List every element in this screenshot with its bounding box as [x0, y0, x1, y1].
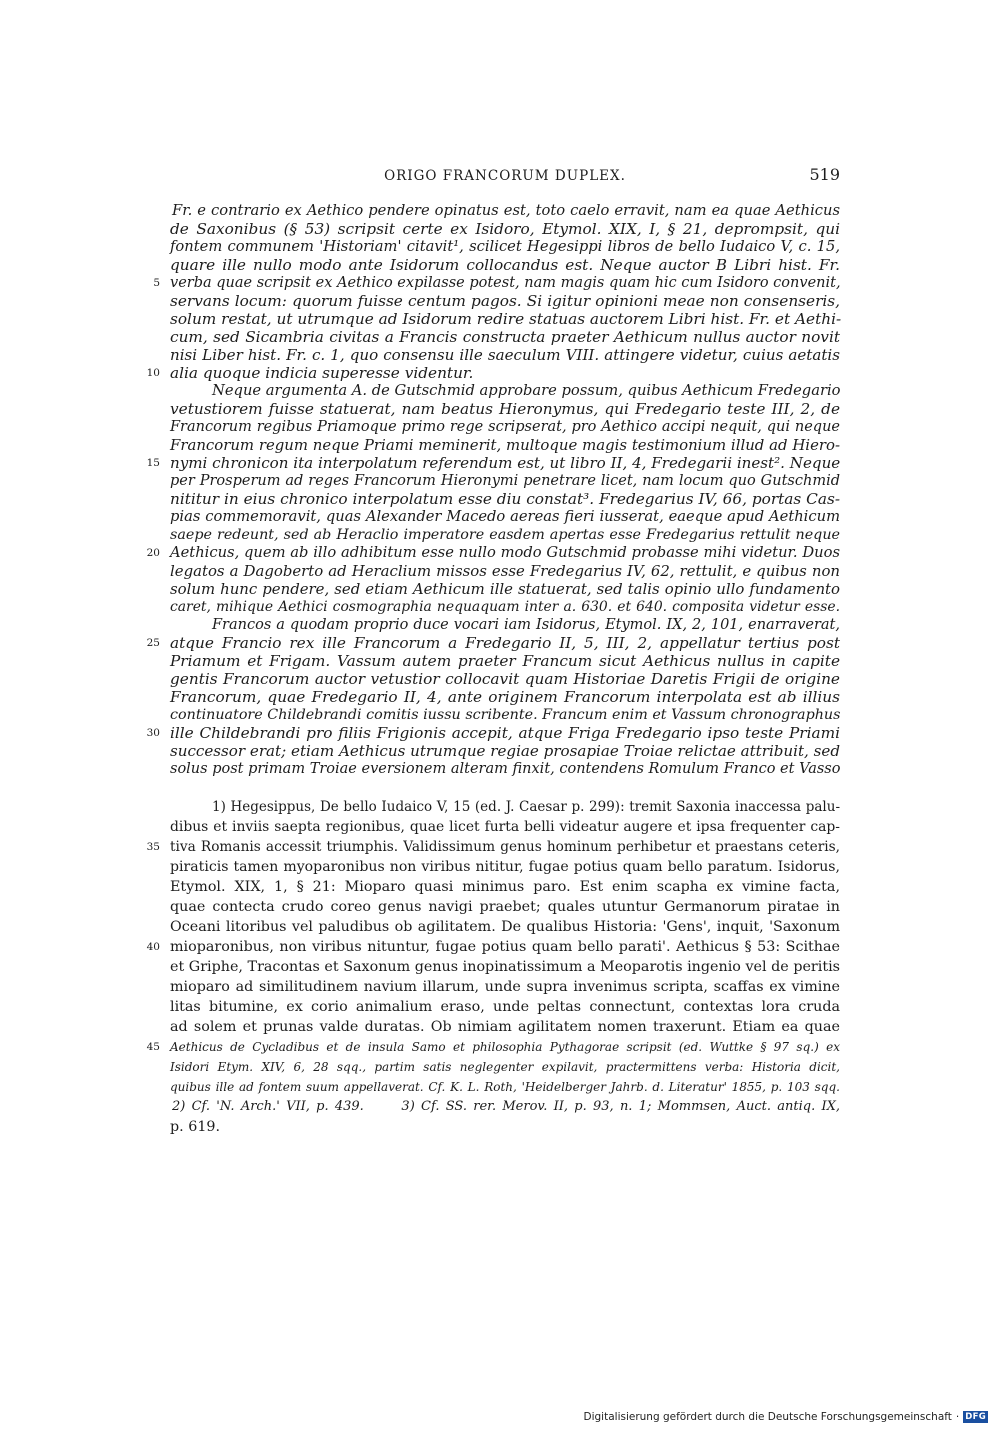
text-line: ille Childebrandi pro filiis Frigionis accepit, atque Friga Fredegario ipso teste Priami: [170, 724, 840, 742]
text-line: Fr. e contrario ex Aethico pendere opinatus est, toto caelo erravit, nam ea quae Aethicus: [172, 202, 840, 219]
dfg-logo: DFG: [965, 1412, 986, 1422]
footnote-line: 1) Hegesippus, De bello Iudaico V, 15 (ed. J. Caesar p. 299): tremit Saxonia inaccessa palu-: [212, 799, 840, 815]
text-line: gentis Francorum auctor vetustior collocavit quam Historiae Daretis Frigii de origine: [170, 670, 840, 688]
text-line: pias commemoravit, quas Alexander Macedo aereas fieri iusserat, eaeque apud Aethicum: [170, 508, 840, 525]
footnote-line: Oceani litoribus vel paludibus ob agilitatem. De qualibus Historia: 'Gens', inquit, 'Saxonum: [170, 919, 840, 935]
text-line: atque Francio rex ille Francorum a Fredegario II, 5, III, 2, appellatur tertius post: [170, 634, 840, 652]
text-line: legatos a Dagoberto ad Heraclium missos esse Fredegarius IV, 62, rettulit, e quibus non: [170, 562, 840, 580]
footnote-line: mioparonibus, non viribus nituntur, fugae potius quam bello parati'. Aethicus § 53: Scithae: [170, 939, 840, 955]
footnote-line: Isidori Etym. XIV, 6, 28 sqq., partim satis neglegenter expilavit, practermittens verba: Historia dicit,: [170, 1060, 840, 1074]
text-line: Francos a quodam proprio duce vocari iam Isidorus, Etymol. IX, 2, 101, enarraverat,: [212, 617, 840, 633]
text-line: solum restat, ut utrumque ad Isidorum redire statuas auctorem Libri hist. Fr. et Aethi-: [170, 310, 842, 328]
text-line: quare ille nullo modo ante Isidorum collocandus est. Neque auctor B Libri hist. Fr.: [170, 256, 840, 274]
footnote-line: p. 619.: [170, 1119, 221, 1135]
footnote-line: Etymol. XIX, 1, § 21: Mioparo quasi minimus paro. Est enim scapha ex vimine facta,: [170, 879, 840, 895]
text-line: per Prosperum ad reges Francorum Hieronymi penetrare licet, nam locum quo Gutschmid: [170, 473, 840, 489]
text-line: Francorum regum neque Priami meminerit, multoque magis testimonium illud ad Hiero-: [170, 436, 840, 454]
line-number: 20: [146, 547, 160, 559]
footnote-line: ad solem et prunas valde duratas. Ob nimiam agilitatem nomen traxerunt. Etiam ea quae: [170, 1019, 840, 1035]
credit-text: Digitalisierung gefördert durch die Deutsche Forschungsgemeinschaft: [583, 1411, 952, 1423]
text-line: cum, sed Sicambria civitas a Francis constructa praeter Aethicum nullus auctor novit: [170, 328, 840, 346]
text-line: continuatore Childebrandi comitis iussu scribente. Francum enim et Vassum chronographus: [170, 707, 841, 723]
footnote-line: tiva Romanis accessit triumphis. Validissimum genus hominum perhibetur et praestans ceteris,: [170, 839, 840, 855]
footnote-line: Aethicus de Cycladibus et de insula Samo et philosophia Pythagorae scripsit (ed. Wuttke § 97 sq.) ex: [170, 1040, 840, 1054]
footnote-line: et Griphe, Tracontas et Saxonum genus inopinatissimum a Meoparotis ingenio vel de peritis: [170, 959, 840, 975]
line-number: 10: [146, 367, 160, 379]
footnote-line: quibus ille ad fontem suum appellaverat. Cf. K. L. Roth, 'Heidelberger Jahrb. d. Literatur' 1855, p. 103 sqq.: [170, 1080, 840, 1094]
text-line: solus post primam Troiae eversionem alteram finxit, contendens Romulum Franco et Vasso: [170, 761, 841, 777]
text-line: caret, mihique Aethici cosmographia nequaquam inter a. 630. et 640. composita videtur esse.: [170, 599, 840, 615]
text-line: nymi chronicon ita interpolatum referendum est, ut libro II, 4, Fredegarii inest². Neque: [170, 454, 841, 472]
line-number: 5: [153, 277, 160, 289]
text-line: Aethicus, quem ab illo adhibitum esse nullo modo Gutschmid probasse mihi videtur. Duos: [170, 544, 840, 561]
text-line: nisi Liber hist. Fr. c. 1, quo consensu ille saeculum VIII. attingere videtur, cuius aetatis: [170, 346, 840, 364]
footnote-line: piraticis tamen myoparonibus non viribus nititur, fugae potius quam bello paratum. Isidorus,: [170, 859, 840, 875]
footnote-line: dibus et inviis saepta regionibus, quae licet furta belli videatur augere et ipsa frequenter cap-: [170, 819, 840, 835]
text-line: vetustiorem fuisse statuerat, nam beatus Hieronymus, qui Fredegario teste III, 2, de: [170, 400, 840, 418]
line-number: 25: [146, 637, 160, 649]
digitization-credit: Digitalisierung gefördert durch die Deutsche Forschungsgemeinschaft · DFG: [583, 1411, 986, 1423]
line-number: 30: [146, 727, 160, 739]
running-title: ORIGO FRANCORUM DUPLEX.: [384, 168, 626, 184]
text-line: solum hunc pendere, sed etiam Aethicum ille statuerat, sed talis opinio ullo fundamento: [170, 580, 840, 598]
page-number: 519: [809, 165, 840, 184]
text-line: Priamum et Frigam. Vassum autem praeter Francum sicut Aethicus nullus in capite: [170, 652, 840, 670]
text-line: fontem communem 'Historiam' citavit¹, scilicet Hegesippi libros de bello Iudaico V, c. 15,: [170, 238, 840, 255]
text-line: de Saxonibus (§ 53) scripsit certe ex Isidoro, Etymol. XIX, I, § 21, deprompsit, qui: [170, 220, 840, 238]
text-line: successor erat; etiam Aethicus utrumque regiae prosapiae Troiae relictae attribuit, sed: [170, 742, 840, 760]
text-line: nititur in eius chronico interpolatum esse diu constat³. Fredegarius IV, 66, portas Cas-: [170, 490, 840, 508]
page-header: [170, 165, 840, 189]
footnote-line: 2) Cf. 'N. Arch.' VII, p. 439. 3) Cf. SS. rer. Merov. II, p. 93, n. 1; Mommsen, Auct. antiq. IX,: [172, 1099, 840, 1114]
footnote-line: litas bitumine, ex corio animalium eraso, unde peltas connectunt, contextas lora cruda: [170, 999, 840, 1015]
footnote-line: quae contecta crudo coreo genus navigi praebet; quales utuntur Germanorum piratae in: [170, 899, 840, 915]
line-number: 35: [146, 841, 160, 853]
footnote-line: mioparo ad similitudinem navium illarum, unde supra invenimus scripta, scaffas ex vimine: [170, 979, 840, 995]
text-line: alia quoque indicia superesse videntur.: [170, 364, 474, 382]
text-line: verba quae scripsit ex Aethico expilasse potest, nam magis quam hic cum Isidoro convenit,: [170, 275, 841, 291]
line-number: 45: [146, 1041, 160, 1053]
line-number: 40: [146, 941, 160, 953]
text-line: Francorum regibus Priamoque primo rege scripserat, pro Aethico accipi nequit, qui neque: [170, 419, 840, 435]
text-line: Francorum, quae Fredegario II, 4, ante originem Francorum interpolata est ab illius: [170, 688, 840, 706]
text-line: saepe redeunt, sed ab Heraclio imperatore easdem apertas esse Fredegarius rettulit neque: [170, 527, 840, 543]
text-line: servans locum: quorum fuisse centum pagos. Si igitur opinioni meae non consenseris,: [170, 292, 840, 310]
text-line: Neque argumenta A. de Gutschmid approbare possum, quibus Aethicum Fredegario: [212, 382, 841, 399]
line-number: 15: [146, 457, 160, 469]
